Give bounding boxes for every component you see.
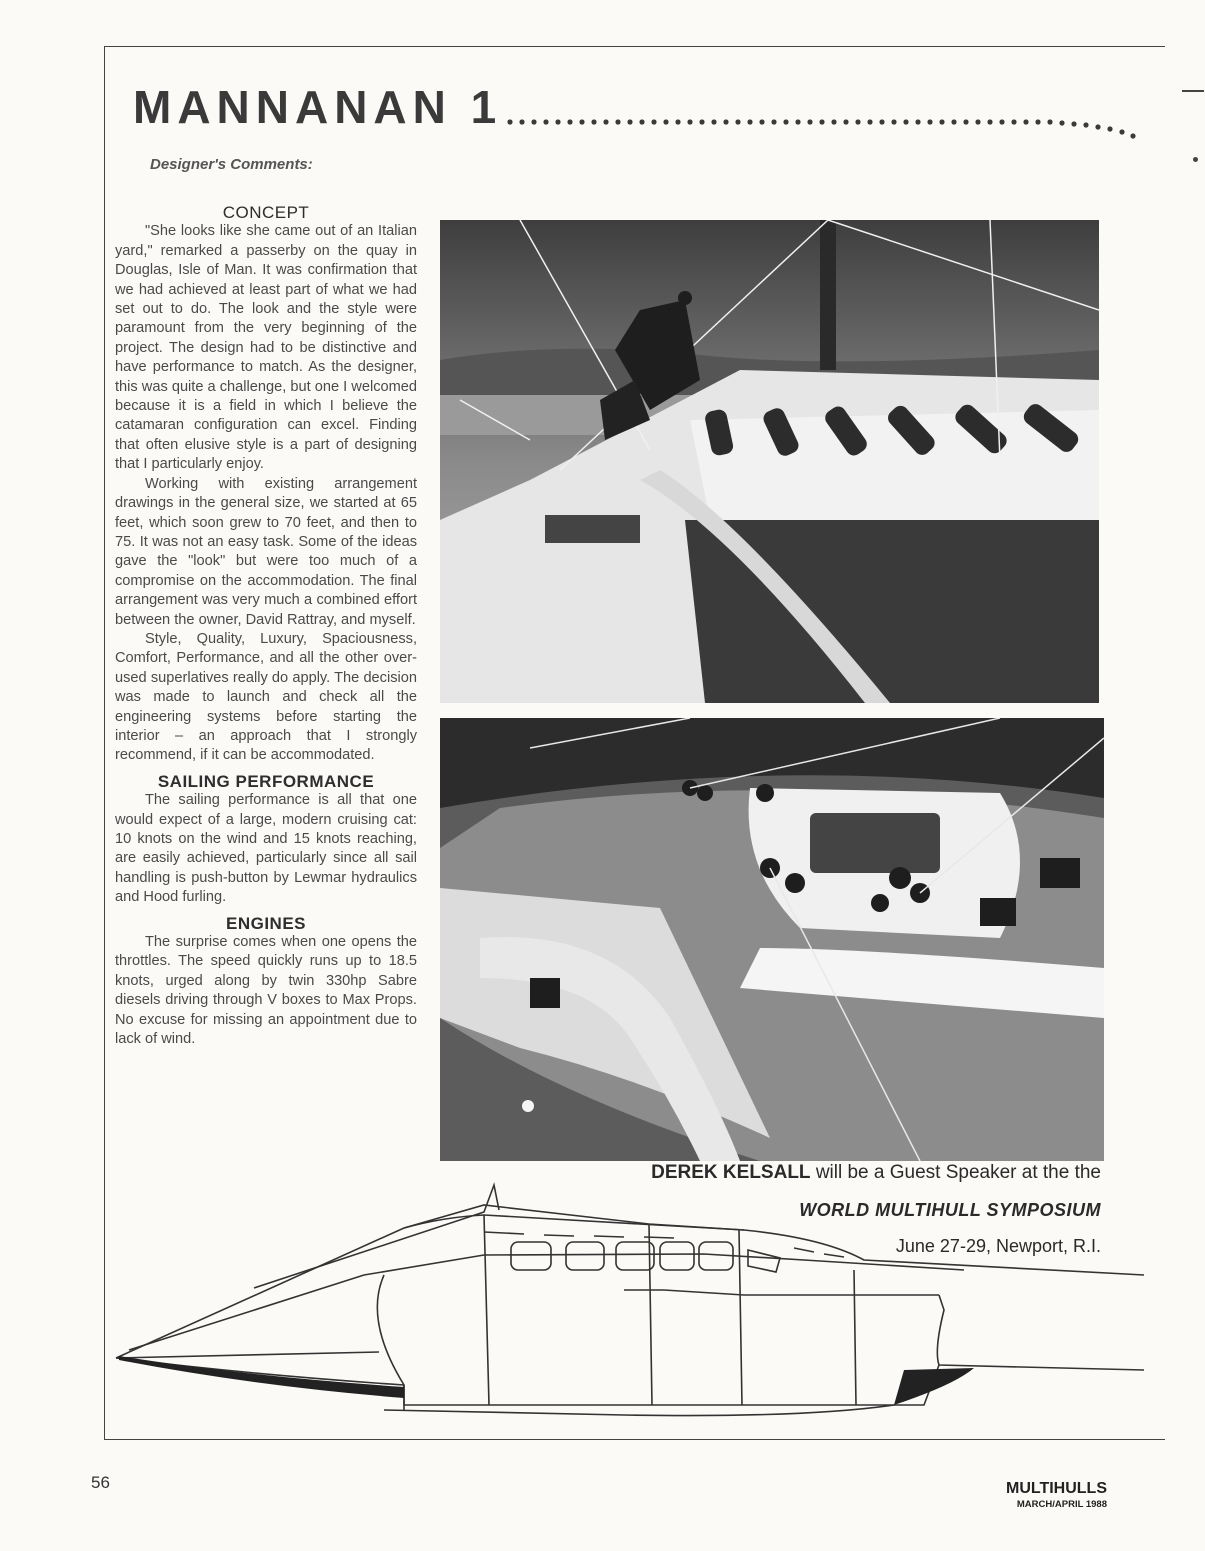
concept-paragraph-1: "She looks like she came out of an Italian yard," remarked a passerby on the quay in Douglas, Isle of Man. It was confirmation that we had achieved at least part of what we had set out to do. The look and the style were paramount from the very beginning of the project. The design had to be distinctive and have performance to match. As the designer, this was quite a challenge, but one I welcomed because it is a field in which I believe the catamaran configuration can excel. Finding that often elusive style is a part of designing that I particularly enjoy. <box>115 223 417 473</box>
issue-date: MARCH/APRIL 1988 <box>1016 1499 1107 1510</box>
article-text-column <box>115 203 417 1049</box>
boat-profile-drawing <box>104 1180 1164 1440</box>
concept-heading: CONCEPT <box>222 203 310 222</box>
engines-paragraph: The surprise comes when one opens the throttles. The speed quickly runs up to 18.5 knots, urged along by twin 330hp Sabre diesels driving through V boxes to Max Props. No excuse for missing an appointment due to lack of wind. <box>115 934 417 1048</box>
article-title: MANNANAN 1 <box>133 81 503 133</box>
concept-paragraph-2: Working with existing arrangement drawings in the general size, we started at 65 feet, which soon grew to 70 feet, and then to 75. It was not an easy task. Some of the ideas gave the "look" but were too much of a compromise on the accommodation. The final arrangement was very much a combined effort between the owner, David Rattray, and myself. <box>115 475 417 628</box>
deck-photo-aerial <box>440 718 1104 1161</box>
sailing-heading: SAILING PERFORMANCE <box>157 771 375 791</box>
speaker-caption-rest: will be a Guest Speaker at the the <box>810 1162 1101 1183</box>
engines-heading: ENGINES <box>225 913 307 933</box>
concept-paragraph-3: Style, Quality, Luxury, Spaciousness, Comfort, Performance, and all the other over-used superlatives really do apply. The decision was made to launch and check all the engineering systems before starting the interior – an approach that I strongly recommend, if it can be accommodated. <box>115 630 417 764</box>
symposium-name: WORLD MULTIHULL SYMPOSIUM <box>799 1200 1101 1220</box>
deck-photo-aerial-image <box>440 718 1104 1161</box>
sailing-paragraph: The sailing performance is all that one would expect of a large, modern cruising cat: 10 knots on the wind and 15 knots reaching, are easily achieved, particularly since all sail handling is push-button by Lewmar hydraulics and Hood furling. <box>115 792 417 906</box>
deck-photo-top-image <box>440 220 1099 703</box>
edge-mark <box>1182 90 1204 92</box>
article-subtitle: Designer's Comments: <box>150 156 313 173</box>
magazine-name: MULTIHULLS <box>1005 1480 1107 1497</box>
symposium-date-place: June 27-29, Newport, R.I. <box>895 1236 1101 1256</box>
page-number: 56 <box>91 1473 110 1492</box>
title-dot-leader <box>505 110 1145 140</box>
speaker-name: DEREK KELSALL <box>651 1162 811 1183</box>
deck-photo-top <box>440 220 1099 703</box>
edge-dot <box>1193 157 1198 162</box>
